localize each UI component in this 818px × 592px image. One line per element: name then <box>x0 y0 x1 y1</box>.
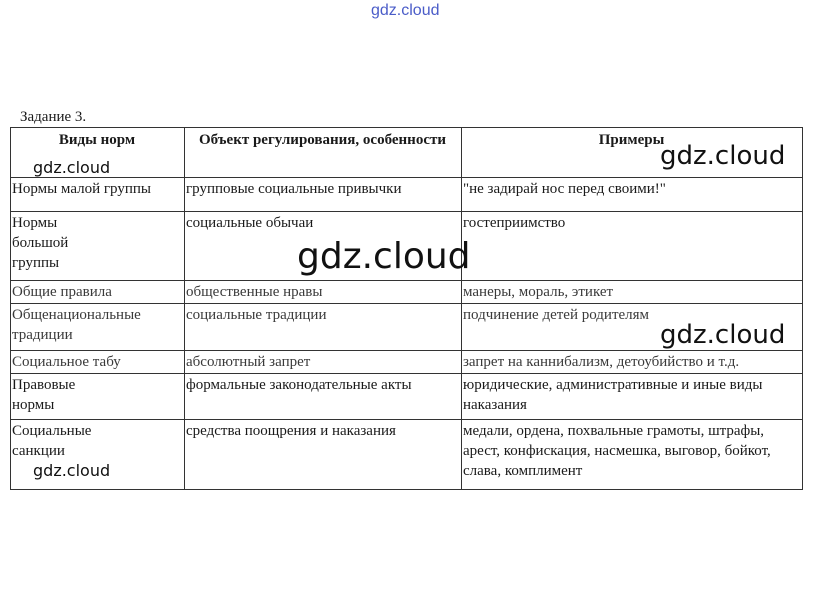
cell-examples: гостеприимство <box>462 212 803 281</box>
cell-norm-type: Правовые нормы <box>11 374 185 420</box>
table-row <box>11 351 803 374</box>
cell-examples: подчинение детей родителям <box>462 304 803 351</box>
table-row <box>11 281 803 304</box>
cell-norm-type: Общенациональные традиции <box>11 304 185 351</box>
cell-regulation-object: социальные традиции <box>185 304 462 351</box>
watermark-top: gdz.cloud <box>371 2 440 19</box>
watermark-center: gdz.cloud <box>297 236 471 277</box>
table-row <box>11 374 803 420</box>
cell-norm-type: Нормы малой группы <box>11 178 185 212</box>
cell-regulation-object: формальные законодательные акты <box>185 374 462 420</box>
header-norm-types: Виды норм <box>11 128 185 178</box>
cell-examples: манеры, мораль, этикет <box>462 281 803 304</box>
cell-norm-type: Общие правила <box>11 281 185 304</box>
watermark-left-upper: gdz.cloud <box>33 158 111 177</box>
table-row <box>11 420 803 490</box>
cell-examples: запрет на каннибализм, детоубийство и т.д. <box>462 351 803 374</box>
task-label: Задание 3. <box>20 109 87 125</box>
cell-regulation-object: социальные обычаи <box>185 212 462 281</box>
cell-regulation-object: групповые социальные привычки <box>185 178 462 212</box>
cell-norm-type: Социальное табу <box>11 351 185 374</box>
header-regulation-object: Объект регулирования, особенности <box>185 128 462 178</box>
cell-regulation-object: абсолютный запрет <box>185 351 462 374</box>
cell-norm-type: Нормы большой группы <box>11 212 185 281</box>
norms-table <box>10 127 803 490</box>
cell-examples: "не задирай нос перед своими!" <box>462 178 803 212</box>
header-examples: Примеры <box>462 128 803 178</box>
cell-norm-type: Социальные санкции <box>11 420 185 490</box>
cell-regulation-object: общественные нравы <box>185 281 462 304</box>
cell-examples: медали, ордена, похвальные грамоты, штрафы, арест, конфискация, насмешка, выговор, бойкот, слава, комплимент <box>462 420 803 490</box>
watermark-right-lower: gdz.cloud <box>660 320 786 350</box>
watermark-left-lower: gdz.cloud <box>33 461 111 480</box>
table-row <box>11 178 803 212</box>
cell-regulation-object: средства поощрения и наказания <box>185 420 462 490</box>
watermark-right-upper: gdz.cloud <box>660 141 786 171</box>
cell-examples: юридические, административные и иные виды наказания <box>462 374 803 420</box>
